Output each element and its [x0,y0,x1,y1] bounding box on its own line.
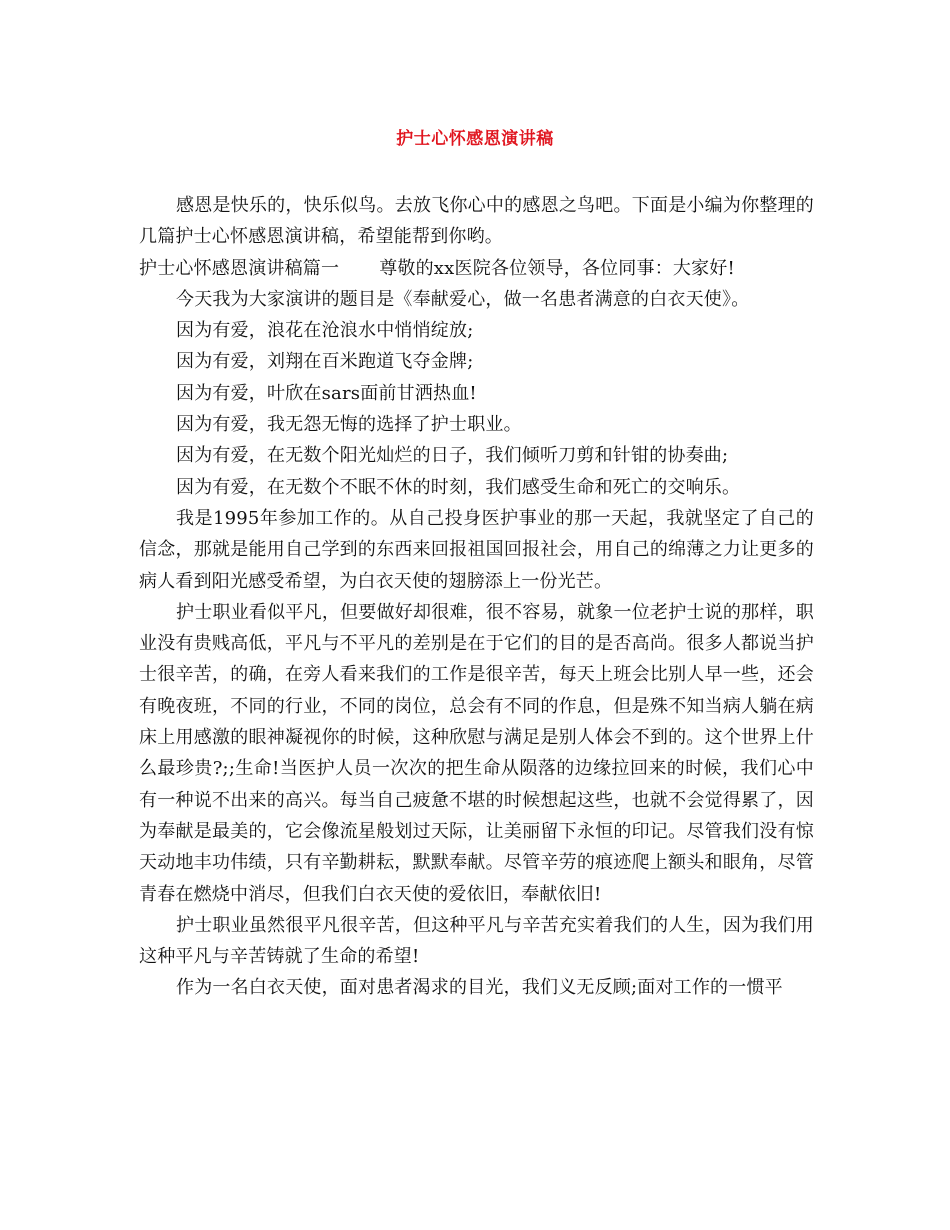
paragraph: 因为有爱，在无数个不眠不休的时刻，我们感受生命和死亡的交响乐。 [176,476,741,498]
paragraph: 因为有爱，在无数个阳光灿烂的日子，我们倾听刀剪和针钳的协奏曲; [176,445,729,467]
paragraph: 护士职业虽然很平凡很辛苦，但这种平凡与辛苦充实着我们的人生，因为我们用这种平凡与辛苦铸就了生命的希望! [139,914,814,968]
paragraph: 因为有爱，浪花在沧浪水中悄悄绽放; [176,320,474,342]
paragraph: 我是1995年参加工作的。从自己投身医护事业的那一天起，我就坚定了自己的信念，那就是能用自己学到的东西来回报祖国回报社会，用自己的绵薄之力让更多的病人看到阳光感受希望，为白衣天使的翅膀添上一份光芒。 [139,507,814,592]
paragraph: 因为有爱，刘翔在百米跑道飞夺金牌; [176,351,474,373]
paragraph: 因为有爱，我无怨无悔的选择了护士职业。 [176,414,522,436]
document-body [139,190,814,1004]
document-title: 护士心怀感恩演讲稿 [396,129,554,149]
greeting: 尊敬的xx医院各位领导，各位同事：大家好! [379,257,735,279]
paragraph: 护士职业看似平凡，但要做好却很难，很不容易，就象一位老护士说的那样，职业没有贵贱高低，平凡与不平凡的差别是在于它们的目的是否高尚。很多人都说当护士很辛苦，的确，在旁人看来我们的工作是很辛苦，每天上班会比别人早一些，还会有晚夜班，不同的行业，不同的岗位，总会有不同的作息，但是殊不知当病人躺在病床上用感激的眼神凝视你的时候，这种欣慰与满足是别人体会不到的。这个世界上什么最珍贵?;;生命!当医护人员一次次的把生命从陨落的边缘拉回来的时候，我们心中有一种说不出来的高兴。每当自己疲惫不堪的时候想起这些，也就不会觉得累了，因为奉献是最美的，它会像流星般划过天际，让美丽留下永恒的印记。尽管我们没有惊天动地丰功伟绩，只有辛勤耕耘，默默奉献。尽管辛劳的痕迹爬上额头和眼角，尽管青春在燃烧中消尽，但我们白衣天使的爱依旧，奉献依旧! [139,601,814,905]
section-heading-line [139,253,814,284]
section-heading: 护士心怀感恩演讲稿篇一 [139,257,340,279]
paragraph: 今天我为大家演讲的题目是《奉献爱心，做一名患者满意的白衣天使》。 [176,288,750,310]
paragraph: 作为一名白衣天使，面对患者渴求的目光，我们义无反顾;面对工作的一惯平 [176,977,783,999]
intro-paragraph: 感恩是快乐的，快乐似鸟。去放飞你心中的感恩之鸟吧。下面是小编为你整理的几篇护士心怀感恩演讲稿，希望能帮到你哟。 [139,195,814,248]
paragraph: 因为有爱，叶欣在sars面前甘洒热血! [176,382,477,404]
